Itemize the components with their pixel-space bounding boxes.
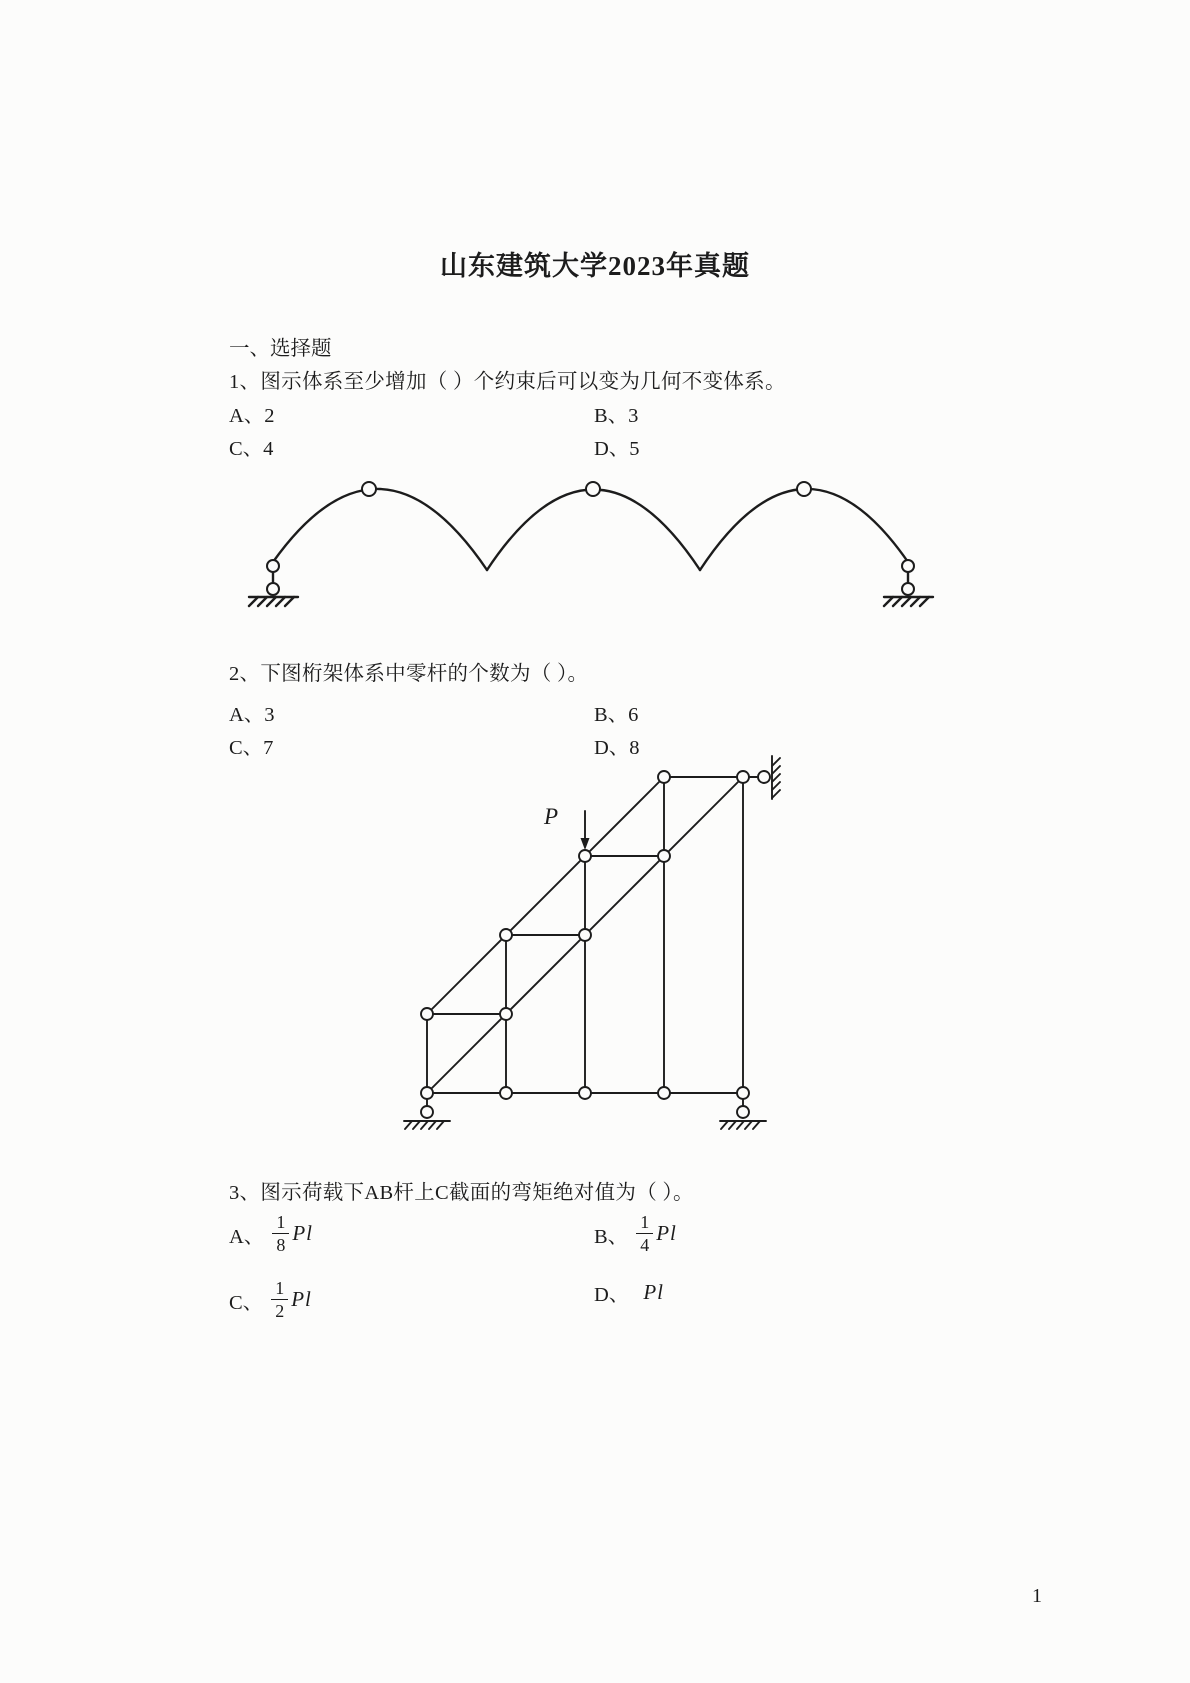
fraction: $\frac{1}{2}$ [271, 1278, 288, 1321]
load-arrowhead-icon [581, 838, 590, 850]
arch-span-1 [273, 489, 487, 570]
right-support-upper-hinge-icon [902, 560, 914, 572]
option-label: A、 [229, 1225, 265, 1248]
truss-joints [421, 771, 770, 1118]
question-2-option-c: C、7 [229, 737, 274, 759]
arch-span-3 [700, 489, 908, 570]
arch-hinge-3-icon [797, 482, 811, 496]
arch-figure [235, 448, 935, 615]
truss-left-support-ground [404, 1121, 450, 1129]
question-2-option-d: D、8 [594, 737, 640, 759]
left-support-upper-hinge-icon [267, 560, 279, 572]
truss-right-support-ground [720, 1121, 766, 1129]
question-3-option-c [229, 1278, 312, 1321]
arch-hinge-1-icon [362, 482, 376, 496]
question-1-option-d: D、5 [594, 438, 640, 460]
question-3-option-d [594, 1277, 664, 1307]
load-p-label: P [543, 804, 558, 829]
question-2-text: 2、下图桁架体系中零杆的个数为（ ）。 [229, 663, 589, 685]
question-3-option-b [594, 1212, 677, 1255]
question-1-option-a: A、2 [229, 405, 275, 427]
page-number: 1 [1032, 1585, 1042, 1607]
option-unit: Pl [292, 1221, 313, 1246]
arch-hinge-2-icon [586, 482, 600, 496]
option-unit: Pl [656, 1221, 677, 1246]
option-label: C、 [229, 1291, 264, 1314]
question-2-option-b: B、6 [594, 704, 639, 726]
right-support-lower-hinge-icon [902, 583, 914, 595]
fraction: $\frac{1}{8}$ [272, 1212, 289, 1255]
question-1-text: 1、图示体系至少增加（ ）个约束后可以变为几何不变体系。 [229, 371, 786, 393]
question-1-option-b: B、3 [594, 405, 639, 427]
truss-figure [390, 740, 790, 1140]
question-3-text: 3、图示荷载下AB杆上C截面的弯矩绝对值为（ ）。 [229, 1182, 694, 1204]
truss-wall-support [772, 756, 780, 799]
arch-span-2 [487, 490, 700, 571]
option-label: D、 [594, 1284, 630, 1306]
question-1-option-c: C、4 [229, 438, 274, 460]
option-unit: Pl [643, 1279, 664, 1304]
left-support-lower-hinge-icon [267, 583, 279, 595]
page-title: 山东建筑大学2023年真题 [440, 251, 750, 281]
question-2-option-a: A、3 [229, 704, 275, 726]
fraction: $\frac{1}{4}$ [636, 1212, 653, 1255]
section-heading: 一、选择题 [229, 338, 332, 360]
option-unit: Pl [291, 1287, 312, 1312]
question-3-option-a [229, 1212, 313, 1255]
option-label: B、 [594, 1225, 629, 1248]
